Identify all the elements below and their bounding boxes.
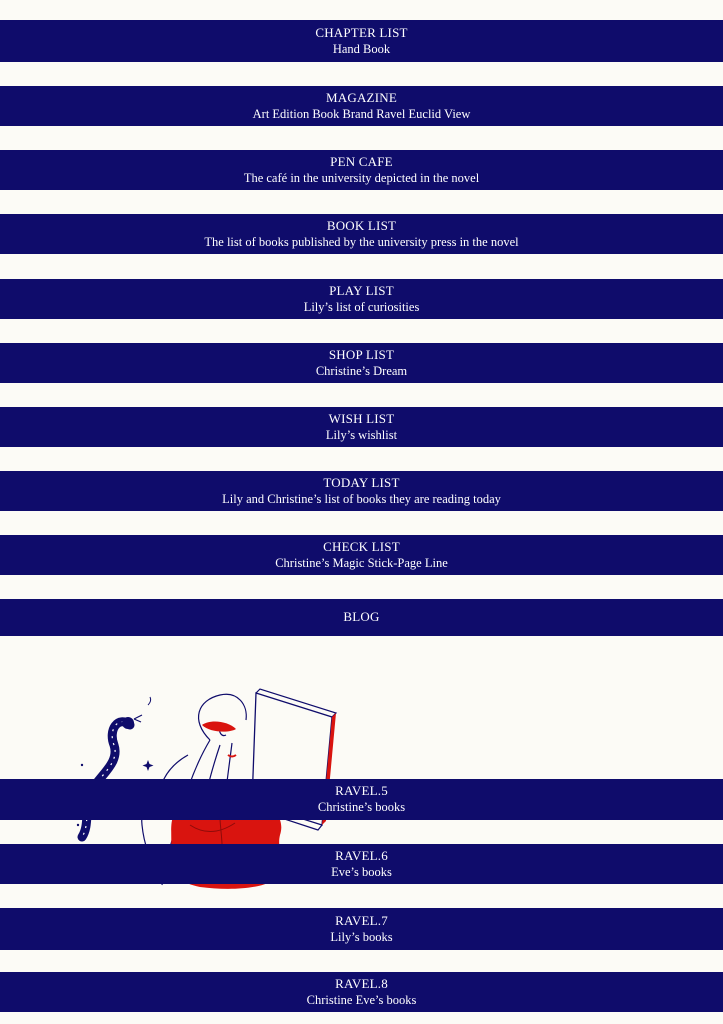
menu-item-title: PLAY LIST	[329, 283, 394, 298]
menu-item-today-list[interactable]	[0, 471, 723, 511]
menu-item-subtitle: Christine’s books	[317, 800, 406, 814]
menu-item-title: RAVEL.7	[335, 913, 388, 928]
menu-item-subtitle: Christine’s Magic Stick-Page Line	[275, 556, 448, 570]
menu-item-pen-cafe[interactable]	[0, 150, 723, 190]
menu-item-subtitle: Lily and Christine’s list of books they are reading today	[222, 492, 501, 506]
menu-item-subtitle: Christine’s Dream	[315, 364, 408, 378]
menu-item-title: CHECK LIST	[323, 539, 400, 554]
menu-item-book-list[interactable]	[0, 214, 723, 254]
menu-item-subtitle: Art Edition Book Brand Ravel Euclid View	[252, 107, 471, 121]
menu-item-subtitle: Christine Eve’s books	[306, 993, 417, 1007]
menu-item-title: RAVEL.8	[335, 976, 388, 991]
menu-item-ravel-7[interactable]	[0, 908, 723, 950]
menu-item-title: TODAY LIST	[323, 475, 400, 490]
menu-item-ravel-8[interactable]	[0, 972, 723, 1012]
menu-item-magazine[interactable]	[0, 86, 723, 126]
menu-item-shop-list[interactable]	[0, 343, 723, 383]
menu-item-title: BLOG	[343, 609, 380, 624]
red-lips	[228, 755, 236, 757]
menu-item-blog[interactable]	[0, 599, 723, 636]
menu-item-title: PEN CAFE	[330, 154, 393, 169]
menu-item-subtitle: Eve’s books	[331, 865, 392, 879]
menu-item-subtitle: Lily’s books	[330, 930, 393, 944]
menu-item-subtitle: Lily’s wishlist	[325, 428, 398, 442]
menu-item-title: RAVEL.5	[335, 783, 388, 798]
menu-item-subtitle: The café in the university depicted in the novel	[243, 171, 480, 185]
menu-item-check-list[interactable]	[0, 535, 723, 575]
menu-item-title: CHAPTER LIST	[315, 25, 408, 40]
menu-item-title: MAGAZINE	[326, 90, 397, 105]
menu-item-subtitle: The list of books published by the university press in the novel	[204, 235, 519, 249]
menu-item-chapter-list[interactable]	[0, 20, 723, 62]
menu-item-subtitle: Lily’s list of curiosities	[303, 300, 420, 314]
menu-item-ravel-5[interactable]	[0, 779, 723, 820]
menu-item-play-list[interactable]	[0, 279, 723, 319]
menu-item-wish-list[interactable]	[0, 407, 723, 447]
menu-item-title: WISH LIST	[328, 411, 395, 426]
menu-item-title: BOOK LIST	[326, 218, 397, 233]
menu-item-title: RAVEL.6	[335, 848, 388, 863]
menu-item-subtitle: Hand Book	[332, 42, 391, 56]
menu-item-title: SHOP LIST	[328, 347, 395, 362]
red-hair-clip	[202, 722, 236, 732]
menu-item-ravel-6[interactable]	[0, 844, 723, 884]
